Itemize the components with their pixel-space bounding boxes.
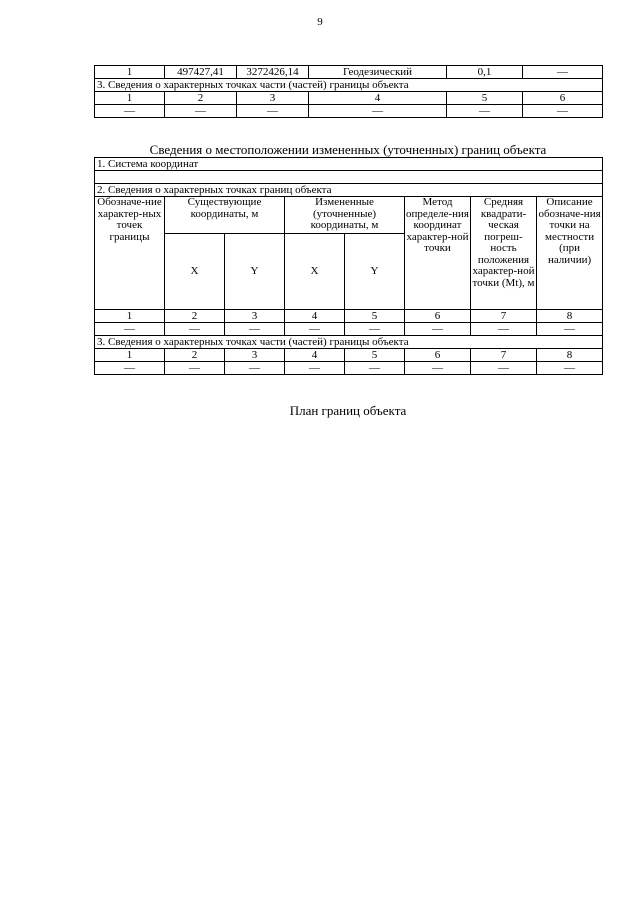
table-row	[95, 310, 603, 323]
header-changed-coords: Измененные (уточненные) координаты, м	[285, 197, 405, 234]
table-cell: —	[165, 105, 237, 118]
table-row	[95, 362, 603, 375]
column-number: 5	[447, 92, 523, 105]
table-cell: —	[225, 362, 285, 375]
column-number: 6	[523, 92, 603, 105]
table-row	[95, 158, 603, 171]
column-number: 5	[345, 349, 405, 362]
column-number: 3	[225, 310, 285, 323]
table-cell: 0,1	[447, 66, 523, 79]
coord-system-label: 1. Система координат	[95, 158, 603, 171]
top-coordinates-table	[94, 65, 603, 118]
table-row	[95, 349, 603, 362]
table-cell: —	[405, 362, 471, 375]
table-cell: —	[225, 323, 285, 336]
column-number: 8	[537, 349, 603, 362]
column-number: 5	[345, 310, 405, 323]
header-existing-coords: Существующие координаты, м	[165, 197, 285, 234]
header-row	[95, 197, 603, 234]
changed-boundaries-table	[94, 157, 603, 375]
table-cell: —	[95, 362, 165, 375]
header-description: Описание обозначе-ния точки на местности (при наличии)	[537, 197, 603, 310]
header-x: X	[165, 234, 225, 310]
table-row	[95, 336, 603, 349]
table-cell: Геодезический	[309, 66, 447, 79]
table-cell: —	[537, 323, 603, 336]
changed-boundaries-title: Сведения о местоположении измененных (уточненных) границ объекта	[149, 142, 547, 157]
table-cell: —	[471, 362, 537, 375]
table-row	[95, 171, 603, 184]
header-accuracy: Средняя квадрати-ческая погреш-ность положения характер-ной точки (Mt), м	[471, 197, 537, 310]
table-row	[95, 323, 603, 336]
column-number: 6	[405, 310, 471, 323]
table-cell: —	[471, 323, 537, 336]
column-number: 2	[165, 349, 225, 362]
column-number: 3	[225, 349, 285, 362]
table-cell: —	[95, 323, 165, 336]
table-cell: 497427,41	[165, 66, 237, 79]
header-y: Y	[345, 234, 405, 310]
table-cell: —	[285, 362, 345, 375]
section-label: 2. Сведения о характерных точках границ объекта	[95, 184, 603, 197]
column-number: 2	[165, 310, 225, 323]
table-cell: —	[165, 362, 225, 375]
table-cell: —	[345, 323, 405, 336]
header-x: X	[285, 234, 345, 310]
table-cell: —	[165, 323, 225, 336]
column-number: 7	[471, 310, 537, 323]
column-number: 2	[165, 92, 237, 105]
table-row	[95, 105, 603, 118]
table-cell: —	[345, 362, 405, 375]
empty-row	[95, 171, 603, 184]
header-y: Y	[225, 234, 285, 310]
section-label: 3. Сведения о характерных точках части (частей) границы объекта	[95, 79, 603, 92]
column-number: 8	[537, 310, 603, 323]
section-label: 3. Сведения о характерных точках части (частей) границы объекта	[95, 336, 603, 349]
header-method: Метод определе-ния координат характер-ной точки	[405, 197, 471, 310]
column-number: 1	[95, 92, 165, 105]
column-number: 1	[95, 310, 165, 323]
column-number: 4	[285, 310, 345, 323]
column-number: 1	[95, 349, 165, 362]
table-cell: 3272426,14	[237, 66, 309, 79]
column-number: 3	[237, 92, 309, 105]
column-number: 4	[309, 92, 447, 105]
table-cell: —	[285, 323, 345, 336]
table-cell: —	[537, 362, 603, 375]
table-cell: —	[309, 105, 447, 118]
table-row	[95, 66, 603, 79]
table-cell: —	[447, 105, 523, 118]
table-cell: —	[523, 66, 603, 79]
column-number: 7	[471, 349, 537, 362]
table-row	[95, 184, 603, 197]
table-cell: —	[523, 105, 603, 118]
table-row	[95, 79, 603, 92]
table-cell: —	[95, 105, 165, 118]
table-cell: —	[405, 323, 471, 336]
column-number: 4	[285, 349, 345, 362]
table-cell: —	[237, 105, 309, 118]
header-designation: Обозначе-ние характер-ных точек границы	[95, 197, 165, 310]
table-cell: 1	[95, 66, 165, 79]
plan-title: План границ объекта	[289, 403, 407, 418]
table-row	[95, 92, 603, 105]
page-number: 9	[317, 16, 323, 28]
column-number: 6	[405, 349, 471, 362]
